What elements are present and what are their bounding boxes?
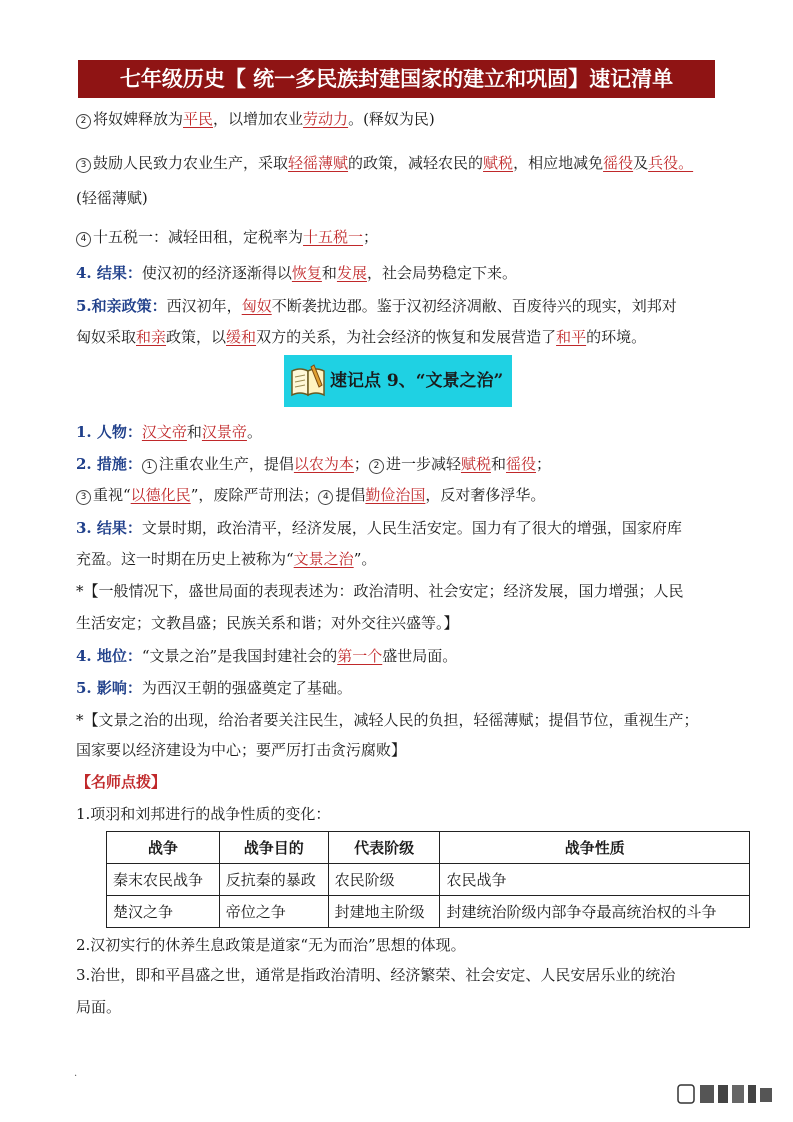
note-line: *【一般情况下，盛世局面的表现表述为：政治清明、社会安定；经济发展，国力增强；人民 [76, 582, 684, 600]
footer-mark: . [74, 1068, 78, 1079]
table-cell: 农民战争 [440, 864, 750, 896]
measure-line-4: 4 十五税一：减轻田租，定税率为十五税一； [76, 226, 726, 248]
status-line: 4. 地位：“文景之治”是我国封建社会的第一个盛世局面。 [76, 647, 458, 665]
heqin-line-2: 匈奴采取和亲政策，以缓和双方的关系，为社会经济的恢复和发展营造了和平的环境。 [76, 328, 647, 346]
heqin-line: 5.和亲政策：西汉初年，匈奴不断袭扰边郡。鉴于汉初经济凋敝、百废待兴的现实，刘邦对 [76, 297, 677, 315]
tips-heading: 【名师点拨】 [76, 773, 167, 791]
measure-line-3: 3 鼓励人民致力农业生产，采取轻徭薄赋的政策，减轻农民的赋税，相应地减免徭役及兵役。 [76, 152, 726, 174]
table-cell: 楚汉之争 [107, 896, 220, 928]
note-line: 生活安定；文教昌盛；民族关系和谐；对外交往兴盛等。】 [76, 614, 459, 632]
impact-line: 5. 影响：为西汉王朝的强盛奠定了基础。 [76, 679, 352, 697]
circled-number: 4 [318, 490, 333, 505]
tip-line: 3.治世，即和平昌盛之世，通常是指政治清明、经济繁荣、社会安定、人民安居乐业的统治 [76, 966, 676, 984]
circled-number: 2 [76, 114, 91, 129]
table-header-row [107, 832, 750, 864]
table-cell: 农民阶级 [328, 864, 440, 896]
table-header: 战争性质 [440, 832, 750, 864]
watermark-logo-icon [676, 1082, 776, 1106]
table-cell: 秦末农民战争 [107, 864, 220, 896]
circled-number: 3 [76, 490, 91, 505]
note-line: *【文景之治的出现，给治者要关注民生，减轻人民的负担，轻徭薄赋；提倡节位，重视生产； [76, 711, 699, 729]
results-line: 3. 结果：文景时期，政治清平，经济发展，人民生活安定。国力有了很大的增强，国家府库 [76, 519, 682, 537]
result-line: 4. 结果：使汉初的经济逐渐得以恢复和发展，社会局势稳定下来。 [76, 264, 517, 282]
measures-line: 2. 措施： 1 注重农业生产，提倡以农为本； 2 进一步减轻赋税和徭役； [76, 455, 552, 473]
page-title: 七年级历史【 统一多民族封建国家的建立和巩固】速记清单 [78, 60, 715, 98]
table-cell: 封建统治阶级内部争夺最高统治权的斗争 [440, 896, 750, 928]
circled-number: 4 [76, 232, 91, 247]
tip-line: 局面。 [76, 998, 122, 1016]
circled-number: 3 [76, 158, 91, 173]
circled-number: 1 [142, 459, 157, 474]
note-line: 国家要以经济建设为中心；要严厉打击贪污腐败】 [76, 741, 407, 759]
table-cell: 帝位之争 [219, 896, 328, 928]
tip-line: 2.汉初实行的休养生息政策是道家“无为而治”思想的体现。 [76, 936, 466, 954]
circled-number: 2 [369, 459, 384, 474]
table-row [107, 864, 750, 896]
section-title: 速记点 9、“文景之治” [330, 371, 504, 391]
measure-line-2: 2 将奴婢释放为平民，以增加农业劳动力。(释奴为民) [76, 108, 726, 130]
tip-line: 1.项羽和刘邦进行的战争性质的变化： [76, 805, 331, 823]
table-header: 战争目的 [219, 832, 328, 864]
table-header: 代表阶级 [328, 832, 440, 864]
notebook-icon [288, 361, 328, 401]
table-header: 战争 [107, 832, 220, 864]
table-row [107, 896, 750, 928]
figures-line: 1. 人物：汉文帝和汉景帝。 [76, 423, 262, 441]
table-cell: 封建地主阶级 [328, 896, 440, 928]
war-table [106, 831, 750, 928]
measures-line-2: 3 重视“以德化民”，废除严苛刑法； 4 提倡勤俭治国，反对奢侈浮华。 [76, 484, 726, 506]
table-cell: 反抗秦的暴政 [219, 864, 328, 896]
results-line-2: 充盈。这一时期在历史上被称为“文景之治”。 [76, 550, 377, 568]
section-banner [284, 355, 512, 407]
measure-line-3-note: (轻徭薄赋) [76, 189, 148, 207]
